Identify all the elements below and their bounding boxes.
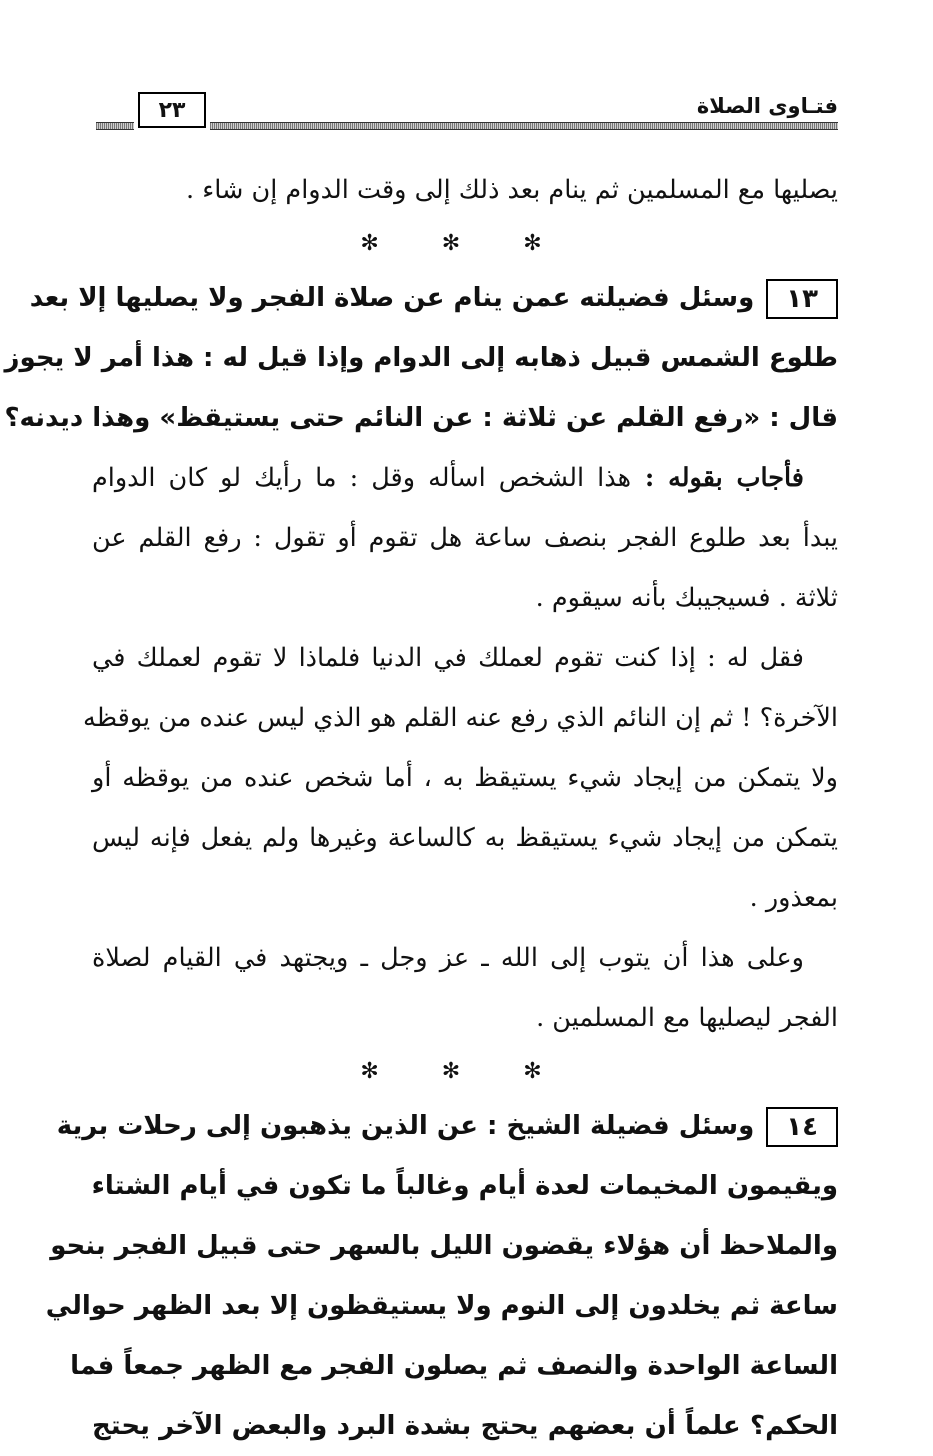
line-text: وسئل فضيلة الشيخ : عن الذين يذهبون إلى رحلات برية	[56, 1111, 755, 1141]
text-line	[29, 268, 838, 328]
question-number: ١٣	[766, 279, 838, 319]
line-text: الحكم؟ علماً أن بعضهم يحتج بشدة البرد والبعض الآخر يحتج	[92, 1411, 838, 1441]
page-number: ٢٣	[138, 92, 206, 128]
line-text: الساعة الواحدة والنصف ثم يصلون الفجر مع الظهر جمعاً فما	[70, 1351, 838, 1381]
text-line	[92, 1396, 838, 1456]
text-line	[92, 928, 838, 988]
text-line	[92, 568, 838, 628]
text-line	[50, 1216, 838, 1276]
line-text: هذا الشخص اسأله وقل : ما رأيك لو كان الدوام	[92, 463, 632, 493]
text-line	[83, 688, 838, 748]
page-header	[96, 92, 838, 138]
text-line	[92, 868, 838, 928]
line-text: وعلى هذا أن يتوب إلى الله ـ عز وجل ـ ويجتهد في القيام لصلاة	[92, 943, 804, 973]
line-text: بمعذور .	[749, 883, 838, 913]
line-text: الفجر ليصليها مع المسلمين .	[536, 1003, 838, 1033]
line-text: وسئل فضيلته عمن ينام عن صلاة الفجر ولا يصليها إلا بعد	[29, 283, 755, 313]
text-line	[92, 160, 838, 220]
line-text: قال : «رفع القلم عن ثلاثة : عن النائم حتى يستيقظ» وهذا ديدنه؟	[4, 403, 838, 433]
text-line	[92, 628, 838, 688]
text-line	[92, 448, 838, 508]
text-line	[92, 1156, 838, 1216]
line-text: والملاحظ أن هؤلاء يقضون الليل بالسهر حتى قبيل الفجر بنحو	[50, 1231, 838, 1261]
running-title: فتـاوى الصلاة	[696, 94, 838, 118]
section-separator: ✻ ✻ ✻	[360, 1059, 570, 1084]
line-text: يتمكن من إيجاد شيء يستيقظ به كالساعة وغيرها ولم يفعل فإنه ليس	[92, 823, 838, 853]
text-line	[56, 1096, 838, 1156]
line-text: فقل له : إذا كنت تقوم لعملك في الدنيا فلماذا لا تقوم لعملك في	[92, 643, 804, 673]
question-number: ١٤	[766, 1107, 838, 1147]
section-separator: ✻ ✻ ✻	[360, 231, 570, 256]
line-text: يبدأ بعد طلوع الفجر بنصف ساعة هل تقوم أو تقول : رفع القلم عن	[92, 523, 838, 553]
text-line	[45, 1276, 838, 1336]
line-text: طلوع الشمس قبيل ذهابه إلى الدوام وإذا قيل له : هذا أمر لا يجوز	[4, 343, 838, 373]
line-text: الآخرة؟ ! ثم إن النائم الذي رفع عنه القلم هو الذي ليس عنده من يوقظه	[83, 703, 838, 733]
line-text: ساعة ثم يخلدون إلى النوم ولا يستيقظون إلا بعد الظهر حوالي	[45, 1291, 838, 1321]
line-text: ثلاثة . فسيجيبك بأنه سيقوم .	[535, 583, 838, 613]
text-line	[92, 988, 838, 1048]
line-text: يصليها مع المسلمين ثم ينام بعد ذلك إلى وقت الدوام إن شاء .	[186, 175, 838, 205]
text-line	[4, 328, 838, 388]
page-body	[4, 160, 838, 1456]
line-text: ويقيمون المخيمات لعدة أيام وغالباً ما تكون في أيام الشتاء	[91, 1171, 838, 1201]
text-line	[92, 808, 838, 868]
line-text: ولا يتمكن من إيجاد شيء يستيقظ به ، أما شخص عنده من يوقظه أو	[92, 763, 838, 793]
text-line	[70, 1336, 838, 1396]
text-line	[92, 748, 838, 808]
text-line	[92, 508, 838, 568]
answer-lead: فأجاب بقوله :	[631, 463, 804, 493]
text-line	[4, 388, 838, 448]
